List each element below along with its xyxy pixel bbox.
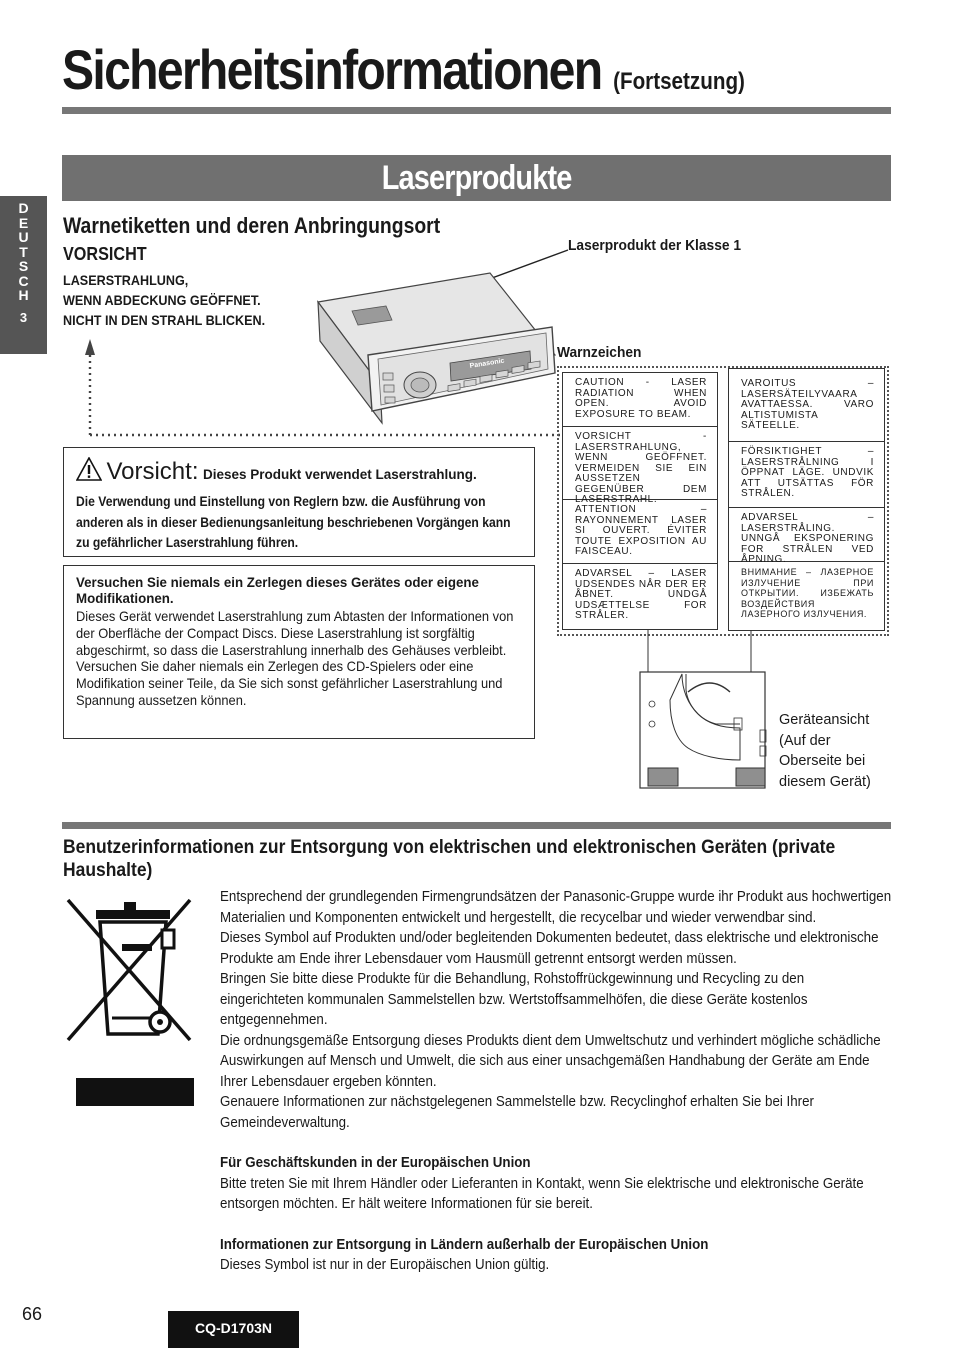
language-side-tab: [0, 196, 47, 354]
disposal-para: Die ordnungsgemäße Entsorgung dieses Produkts dient dem Umweltschutz und verhindert mögliche schädliche Auswirkungen auf Mensch und Umwelt, die sich aus einer unsachgemäßen Handhabung der Geräte am Ende Ihrer Lebensdauer ergeben könnten.: [220, 1032, 881, 1090]
vorsicht-subtitle: Dieses Produkt verwendet Laserstrahlung.: [202, 467, 477, 482]
caution-line: NICHT IN DEN STRAHL BLICKEN.: [63, 312, 266, 328]
warning-label-sv: FÖRSIKTIGHET – LASERSTRÅLNING I ÖPPNAT LÄGE. UNDVIK ATT UTSÄTTAS FÖR STRÅLEN.: [729, 442, 884, 508]
disassembly-para: Dieses Gerät verwendet Laserstrahlung zum Abtasten der Informationen von der Oberfläche der Compact Discs. Diese Laserstrahlung ist sorgfältig abgeschirmt, so dass die Laserstrahlung innerhalb des Gehäuses verbleibt.: [76, 608, 514, 658]
warning-labels-right: [728, 368, 885, 631]
disassembly-text: [76, 608, 527, 709]
side-tab-letter: T: [19, 243, 28, 260]
vorsicht-title: Vorsicht:: [106, 458, 199, 485]
warning-triangle-icon: [76, 457, 102, 481]
disassembly-para: Versuchen Sie daher niemals ein Zerlegen des CD-Spielers oder eine Modifikation seiner Teile, da Sie sich sonst gefährlicher Laserstrahlung und Spannung aussetzen können.: [76, 658, 503, 708]
device-top-view-drawing: [630, 630, 775, 795]
warning-label-ru: ВНИМАНИЕ – ЛАЗЕРНОЕ ИЗЛУЧЕНИЕ ПРИ ОТКРЫТИИ. ИЗБЕЖАТЬ ВОЗДЕЙСТВИЯ ЛАЗЕРНОГО ИЗЛУЧЕНИЯ.: [741, 567, 874, 619]
business-title: Für Geschäftskunden in der Europäischen Union: [220, 1155, 531, 1171]
class1-label: Laserprodukt der Klasse 1: [568, 238, 742, 254]
side-tab-letter: D: [18, 200, 29, 216]
device-brand: Panasonic: [469, 357, 505, 370]
caption-line: (Auf der: [779, 732, 831, 749]
section-rule: [62, 822, 891, 829]
disposal-text: [220, 887, 892, 1276]
caption-line: Oberseite bei: [779, 753, 866, 769]
vorsicht-box: [63, 447, 535, 557]
side-tab-letter: C: [18, 272, 29, 289]
caution-line: LASERSTRAHLUNG,: [63, 272, 189, 288]
caution-line: WENN ABDECKUNG GEÖFFNET.: [63, 292, 261, 308]
page-title: [62, 38, 745, 114]
section-title: Laserprodukte: [381, 159, 572, 197]
outside-eu-title: Informationen zur Entsorgung in Ländern außerhalb der Europäischen Union: [220, 1236, 709, 1253]
disposal-para: Genauere Informationen zur nächstgelegenen Sammelstelle bzw. Recyclinghof erhalten Sie bei Ihrer Gemeindeverwaltung.: [220, 1094, 814, 1131]
warning-label-fr: ATTENTION – RAYONNEMENT LASER SI OUVERT. ÉVITER TOUTE EXPOSITION AU FAISCEAU.: [563, 500, 717, 564]
disposal-heading: Benutzerinformationen zur Entsorgung von elektrischen und elektronischen Geräten (private Haushalte): [63, 837, 836, 881]
outside-eu-text: Dieses Symbol ist nur in der Europäischen Union gültig.: [220, 1257, 550, 1273]
caption-line: diesem Gerät): [779, 773, 871, 790]
side-tab-letter: H: [18, 287, 29, 303]
disposal-para: Dieses Symbol auf Produkten und/oder begleitenden Dokumenten bedeutet, dass elektrische und elektronische Produkte am Ende ihrer Lebensdauer vom Hausmüll getrennt entsorgt werden müssen.: [220, 930, 879, 967]
vorsicht-text: Die Verwendung und Einstellung von Reglern bzw. die Ausführung von anderen als in dieser Bedienungsanleitung beschriebenen Vorgängen kann zu gefährlicher Laserstrahlung führen.: [76, 494, 511, 550]
caption-line: Geräteansicht: [779, 712, 870, 728]
disassembly-title: Versuchen Sie niemals ein Zerlegen dieses Gerätes oder eigene Modifikationen.: [76, 574, 479, 606]
business-text: Bitte treten Sie mit Ihrem Händler oder Lieferanten in Kontakt, wenn Sie elektrische und elektronische Geräte entsorgen möchten. Er hält weitere Informationen für sie bereit.: [220, 1175, 864, 1212]
section-bar: [62, 155, 891, 201]
crossed-out-bin-icon: [62, 894, 197, 1106]
title-rule: [62, 107, 891, 114]
device-view-caption: [779, 710, 871, 792]
disposal-para: Bringen Sie bitte diese Produkte für die Behandlung, Rohstoffrückgewinnung und Recycling zu den eingerichteten kommunalen Sammelstellen bzw. Wertstoffsammelhöfen, die diese Geräte kostenlos entgegennehmen.: [220, 971, 808, 1028]
model-badge: CQ-D1703N: [168, 1311, 299, 1348]
title-suffix: (Fortsetzung): [613, 68, 745, 95]
warning-labels-heading: Warnetiketten und deren Anbringungsort: [63, 213, 441, 238]
warning-label-fi: VAROITUS – LASERSÄTEILYVAARA AVATTAESSA. VARO ALTISTUMISTA SÄTEELLE.: [729, 369, 884, 442]
side-tab-letter: U: [18, 229, 29, 245]
page-number: 66: [22, 1304, 43, 1324]
side-tab-letter: S: [18, 258, 29, 274]
warning-labels-left: [562, 372, 718, 630]
warning-label-de: VORSICHT - LASERSTRAHLUNG, WENN GEÖFFNET. VERMEIDEN SIE EIN AUSSETZEN GEGENÜBER DEM LASERSTRAHL.: [563, 427, 717, 500]
warning-label-da: ADVARSEL – LASER UDSENDES NÅR DER ER ÅBNET. UNDGÅ UDSÆTTELSE FOR STRÅLER.: [575, 568, 707, 621]
caution-title: VORSICHT: [63, 244, 147, 264]
disposal-para: Entsprechend der grundlegenden Firmengrundsätzen der Panasonic-Gruppe wurde ihr Produkt aus hochwertigen Materialien und Komponenten entwickelt und hergestellt, die recycelbar und wieder verwendbar sind.: [220, 889, 892, 926]
warning-label-no: ADVARSEL – LASERSTRÅLING. UNNGÅ EKSPONERING FOR STRÅLEN VED ÅPNING.: [729, 508, 884, 562]
device-illustration: [60, 245, 580, 445]
side-tab-number: 3: [19, 309, 28, 325]
title-main: Sicherheitsinformationen: [62, 38, 602, 101]
warning-label-en: CAUTION - LASER RADIATION WHEN OPEN. AVOID EXPOSURE TO BEAM.: [563, 373, 717, 427]
side-tab-letter: E: [18, 214, 29, 231]
disassembly-box: [63, 565, 535, 739]
warnzeichen-label: Warnzeichen: [557, 345, 642, 361]
